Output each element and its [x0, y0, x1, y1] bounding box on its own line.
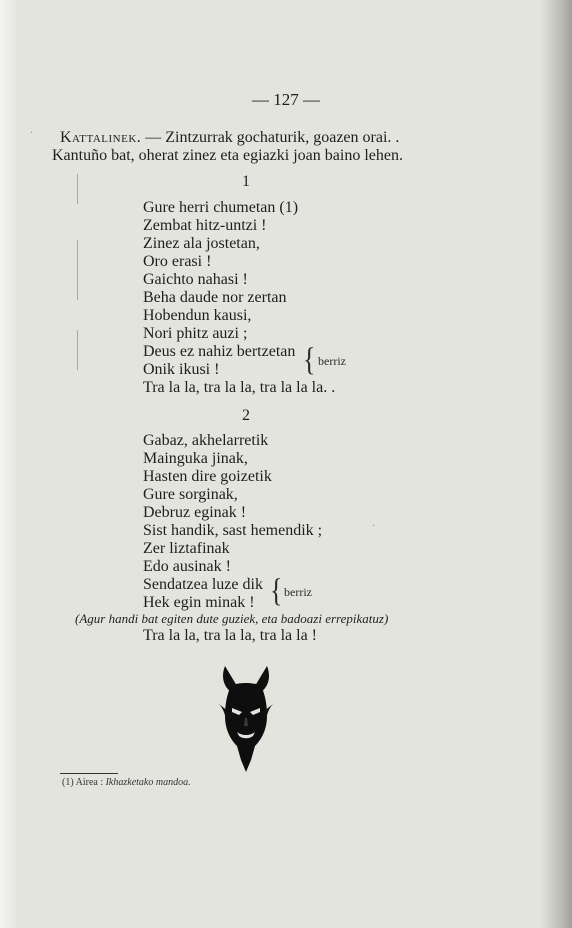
devil-head-illustration [217, 664, 275, 774]
footnote-rule [60, 773, 118, 774]
verse-line: Nori phitz auzi ; [143, 325, 248, 342]
page-number: — 127 — [252, 90, 320, 109]
verse-line: Zembat hitz-untzi ! [143, 217, 267, 234]
verse-line: Zer liztafinak [143, 540, 230, 557]
repeat-brace: { [303, 341, 316, 378]
verse-line: Gaichto nahasi ! [143, 271, 248, 288]
stanza-number: 1 [242, 173, 250, 190]
repeat-marker: berriz [284, 585, 312, 599]
verse-line: Debruz eginak ! [143, 504, 247, 521]
ink-speck: · [372, 521, 376, 532]
verse-line: Sist handik, sast hemendik ; [143, 522, 323, 539]
verse-line: Oro erasi ! [143, 253, 212, 270]
verse-line: Hasten dire goizetik [143, 468, 272, 485]
footnote-prefix: (1) Airea : [62, 777, 106, 788]
verse-line: Tra la la, tra la la, tra la la la. . [143, 379, 336, 396]
stanza-number: 2 [242, 407, 250, 424]
verse-line: Hobendun kausi, [143, 307, 252, 324]
repeat-marker: berriz [318, 354, 346, 368]
verse-line: Onik ikusi ! [143, 361, 220, 378]
verse-line: Hek egin minak ! [143, 594, 255, 611]
intro-line-2: Kantuño bat, oherat zinez eta egiazki joan baino lehen. [52, 147, 403, 164]
verse-line: Sendatzea luze dik [143, 576, 263, 593]
verse-line: Gabaz, akhelarretik [143, 432, 269, 449]
ink-speck: · [30, 128, 34, 139]
intro-line-1 [60, 129, 460, 147]
verse-line: Gure herri chumetan (1) [143, 199, 299, 216]
repeat-brace: { [270, 572, 283, 609]
scan-margin-mark [77, 240, 78, 300]
verse-line: Tra la la, tra la la, tra la la ! [143, 627, 317, 644]
page-gutter [0, 0, 18, 928]
verse-line: Mainguka jinak, [143, 450, 248, 467]
closing-refrain [143, 627, 317, 645]
footnote-title: Ikhazketako mandoa. [105, 777, 191, 788]
verse-line: Edo ausinak ! [143, 558, 231, 575]
intro-text: — Zintzurrak gochaturik, goazen orai. . [141, 129, 400, 146]
footnote [62, 777, 191, 788]
stage-direction: (Agur handi bat egiten dute guziek, eta badoazi errepikatuz) [75, 611, 389, 626]
verse-line: Deus ez nahiz bertzetan [143, 343, 296, 360]
speaker-name: Kattalinek. [60, 129, 142, 146]
scan-margin-mark [77, 330, 78, 370]
verse-line: Gure sorginak, [143, 486, 238, 503]
verse-line: Beha daude nor zertan [143, 289, 287, 306]
page-edge-shadow [540, 0, 572, 928]
verse-line: Zinez ala jostetan, [143, 235, 260, 252]
